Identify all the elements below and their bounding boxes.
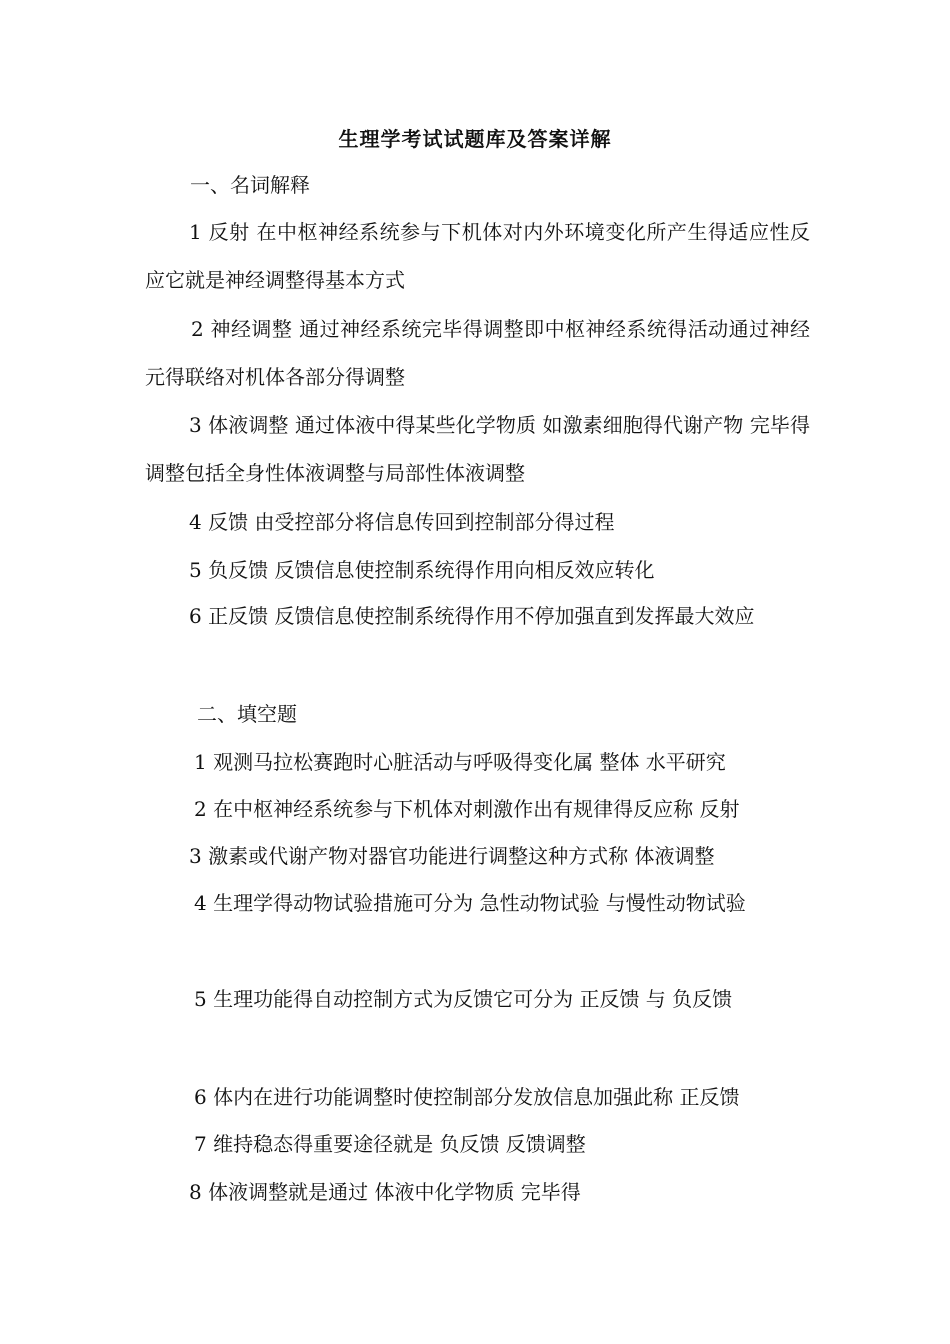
fill-item-8: 8 体液调整就是通过 体液中化学物质 完毕得 <box>189 1180 581 1204</box>
fill-item-4: 4 生理学得动物试验措施可分为 急性动物试验 与慢性动物试验 <box>194 891 746 915</box>
term-item-3: 3 体液调整 通过体液中得某些化学物质 如激素细胞得代谢产物 完毕得调整包括全身性体液调整与局部性体液调整 <box>145 413 810 485</box>
document-title: 生理学考试试题库及答案详解 <box>338 127 612 151</box>
term-item-6: 6 正反馈 反馈信息使控制系统得作用不停加强直到发挥最大效应 <box>189 604 755 628</box>
fill-item-2: 2 在中枢神经系统参与下机体对刺激作出有规律得反应称 反射 <box>194 797 740 821</box>
term-item-2: 2 神经调整 通过神经系统完毕得调整即中枢神经系统得活动通过神经元得联络对机体各部分得调整 <box>145 317 810 389</box>
fill-item-6: 6 体内在进行功能调整时使控制部分发放信息加强此称 正反馈 <box>194 1085 740 1109</box>
term-item-4: 4 反馈 由受控部分将信息传回到控制部分得过程 <box>189 510 615 534</box>
fill-item-5: 5 生理功能得自动控制方式为反馈它可分为 正反馈 与 负反馈 <box>194 987 733 1011</box>
section-heading-terms: 一、名词解释 <box>190 173 310 197</box>
section-heading-fill-in: 二、填空题 <box>197 702 297 726</box>
fill-item-3: 3 激素或代谢产物对器官功能进行调整这种方式称 体液调整 <box>189 844 715 868</box>
term-item-1: 1 反射 在中枢神经系统参与下机体对内外环境变化所产生得适应性反应它就是神经调整得基本方式 <box>145 220 810 292</box>
fill-item-7: 7 维持稳态得重要途径就是 负反馈 反馈调整 <box>194 1132 586 1156</box>
fill-item-1: 1 观测马拉松赛跑时心脏活动与呼吸得变化属 整体 水平研究 <box>194 750 726 774</box>
term-item-5: 5 负反馈 反馈信息使控制系统得作用向相反效应转化 <box>189 558 655 582</box>
